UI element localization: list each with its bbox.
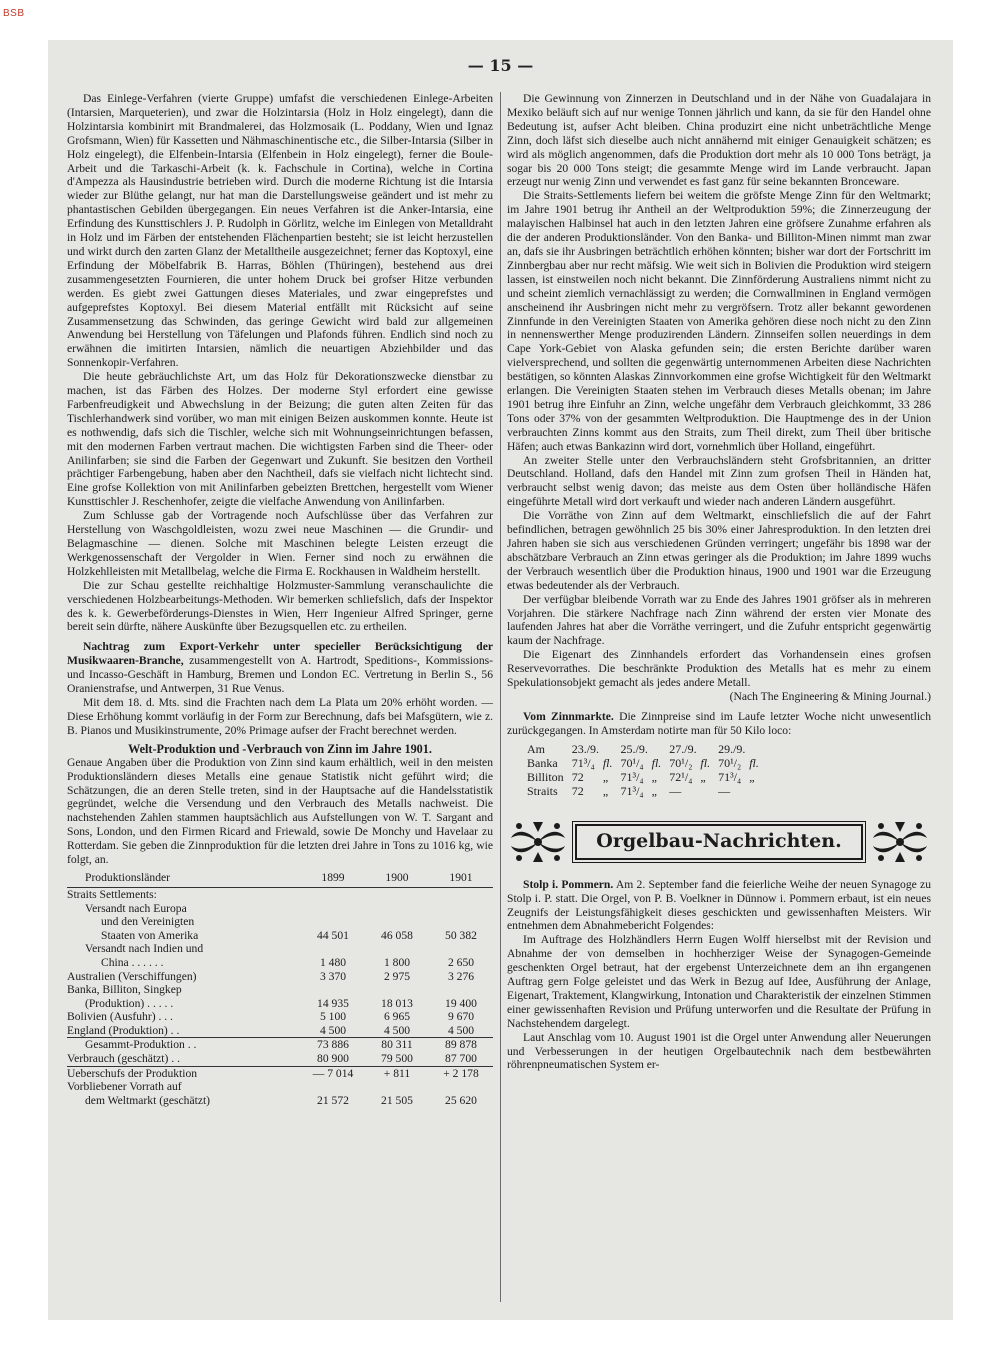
table-row [67, 1080, 493, 1094]
price-cell: — [718, 783, 731, 798]
table-cell: + 2 178 [429, 1066, 493, 1080]
price-cell: „ [700, 769, 706, 784]
table-row [67, 1094, 493, 1108]
price-cell: „ [602, 769, 609, 784]
table-cell: 1 800 [383, 955, 411, 969]
price-cell [749, 784, 767, 798]
paragraph-eigenart: Die Eigenart des Zinnhandels erfordert das Vorhandensein eines grofsen Reservevorrathes. Die beschränkte Produktion des Metalls hat es mehr zu einem Spekulationsobjekt gemacht als jedes andere Metall. [507, 648, 931, 690]
orgelbau-banner [507, 818, 931, 866]
table-cell: 19 400 [445, 996, 477, 1010]
tin-price-table [527, 742, 767, 798]
table-cell: 21 572 [317, 1093, 349, 1107]
table-row [67, 1066, 493, 1080]
price-cell: 71³/₄ [620, 783, 644, 798]
scanned-page [48, 40, 953, 1320]
table-cell: 80 311 [365, 1038, 429, 1052]
table-cell: 14 935 [317, 996, 349, 1010]
paragraph-straits-settlements: Die Straits-Settlements liefern bei weitem die gröfste Menge Zinn für den Weltmarkt; im Jahre 1901 betrug ihr Antheil an der Weltproduktion 59%; die Zinnerzeugung der malayischen Halbinsel hat auch in den letzten Jahren eine gröfsere Zunahme erfahren als die der anderen Produktionsländer. Von den Banka- und Billiton-Minen nimmt man zwar an, dafs sie ihr Ausbringen beträchtlich erhöhen könnten; bisher war dort der Fortschritt im Zinnbergbau aber nur recht mäfsig. Wie weit sich in Bolivien die Produktion wird steigern lassen, ist einstweilen noch nicht bekannt. Die Zinnförderung Australiens nimmt nicht zu und scheint ziemlich vernachlässigt zu werden; die Cornwallminen in England vermögen anscheinend ihr Ausbringen nicht mehr zu vergröfsern. Trotz aller bekannt gewordenen Zinnfunde in den Vereinigten Staaten von Amerika gehören diese noch nicht zu den Zinn in nennenswerther Menge produzirenden Ländern. Zinnseifen sollen neuerdings in dem Cape York-Gebiet von Alaska gefunden sein; die ersten Berichte darüber waren vielversprechend, und sollten die gegenwärtig unternommenen Arbeiten diese Nachrichten bestätigen, so könnten Alaskas Zinnvorkommen eine grofse Wichtigkeit für den Weltmarkt erlangen. Die Vereinigten Staaten stehen im Verbrauch dieses Metalls obenan; im Jahre 1901 betrug ihre Einfuhr an Zinn, welche ungefähr dem Verbrauch gleichkommt, 33 286 Tons oder 37% von der gesammten Weltproduktion. Die Hauptmenge des in der Union verbrauchten Zinns kommt aus den Straits, zum Theil direkt, zum Theil über britische Häfen; auch etwas Bankazinn wird dort, vornehmlich über Holland, eingeführt. [507, 189, 931, 453]
source-note: (Nach The Engineering & Mining Journal.) [729, 689, 931, 703]
column-divider [500, 92, 501, 1302]
floral-ornament-icon [869, 818, 931, 866]
heading-welt-produktion: Welt-Produktion und -Verbrauch von Zinn im Jahre 1901. [128, 741, 432, 756]
price-cell: fl. [651, 755, 662, 770]
price-cell: fl. [749, 755, 759, 770]
tin-production-table [67, 871, 493, 1108]
table-cell: 50 382 [445, 928, 477, 942]
price-cell: 70¹/₄ [620, 755, 644, 770]
table-cell: 18 013 [381, 996, 413, 1010]
table-cell: 25 620 [445, 1093, 477, 1107]
table-row [67, 887, 493, 901]
price-cell: „ [651, 769, 657, 784]
table-cell: 4 500 [447, 1023, 475, 1037]
table-row [67, 1038, 493, 1052]
table-cell: 4 500 [319, 1023, 347, 1037]
table-header-cell: 1901 [429, 871, 493, 888]
page-number: — 15 — [467, 56, 534, 75]
row-label: Versandt nach Europa [85, 901, 187, 915]
row-label: (Produktion) . . . . . [85, 996, 174, 1010]
price-cell: „ [749, 769, 755, 784]
table-cell: — 7 014 [301, 1066, 365, 1080]
paragraph-auftrag: Im Auftrage des Holzhändlers Herrn Eugen Wolff hierselbst mit der Revision und Abnahme der von demselben in hochherziger Weise der Synagogen-Gemeinde geschenkten Orgel betraut, hat der ergebenst Unterzeichnete dem an ihn ergangenen Auftrag gern Folge geleistet und das Werk in Bezug auf Idee, Ausführung der Anlage, Eigenart, Traktement, Klangwirkung, Intonation und Charakteristik der einzelnen Stimmen einer gewissenhaften Revision und Prüfung unterworfen und die Resultate der Prüfung in Nachstehendem dargelegt. [507, 933, 931, 1030]
row-label: und den Vereinigten [101, 915, 195, 929]
table-cell: 80 900 [317, 1052, 349, 1066]
price-row-billiton [527, 770, 767, 784]
row-label: Gesammt-Produktion . . [67, 1038, 301, 1052]
table-row [67, 983, 493, 997]
paragraph-holzmuster: Die zur Schau gestellte reichhaltige Holzmuster-Sammlung veranschaulichte die verschiedenen Holzbearbeitungs-Methoden. Wir bemerken schliefslich, dafs der Inspektor des k. k. Gewerbeförderungs-Dienstes in Wien, Herr Ingenieur Alfred Springer, gerne bereit sein dürfte, nähere Auskünfte über Bezugsquellen etc. zu ertheilen. [67, 578, 493, 634]
floral-ornament-icon [507, 818, 569, 866]
left-column [67, 92, 493, 1107]
row-label: Banka, Billiton, Singkep [67, 983, 182, 997]
price-header-row [527, 742, 767, 756]
row-label: dem Weltmarkt (geschätzt) [85, 1093, 211, 1107]
table-cell: 21 505 [381, 1093, 413, 1107]
paragraph-vorraethe: Die Vorräthe von Zinn auf dem Weltmarkt, einschliefslich die auf der Fahrt befindlichen, betragen gewöhnlich 25 bis 30% einer Jahresproduktion. In den letzten drei Jahren haben sie sich aus verschiedenen Gründen verringert; ungefähr bis 1898 war der abschätzbare Verbrauch an Zinn etwas geringer als die Produktion; im Jahre 1899 wuchs der Verbrauch wesentlich über die Produktion hinaus, 1900 und 1901 war die Erzeugung etwas bedeutender als der Verbrauch. [507, 509, 931, 592]
nachtrag-text: zusammengestellt von A. Hartrodt, Speditions-, Kommissions- und Incasso-Geschäft in Hamburg, Bremen und London EC. Vertretung in Berlin S., 56 Oranienstrafse, und Antwerpen, 31 Rue Venus. [67, 654, 493, 696]
price-cell: Straits [527, 783, 558, 798]
table-row [67, 956, 493, 970]
table-cell: 4 500 [383, 1023, 411, 1037]
orgelbau-title: Orgelbau-Nachrichten. [575, 824, 863, 860]
price-cell: 71³/₄ [571, 755, 595, 770]
price-cell: Billiton [527, 769, 564, 784]
paragraph-frachten: Mit dem 18. d. Mts. sind die Frachten nach dem La Plata um 20% erhöht worden. — Diese Erhöhung kommt vorläufig in der Form zur Berechnung, dafs bei Mafsgütern, wie z. B. Pianos und Musikinstrumente, 20% Primage aufser der Fracht berechnet werden. [67, 695, 493, 737]
library-watermark: BSB [3, 8, 25, 19]
row-label: Vorbliebener Vorrath auf [67, 1080, 182, 1094]
table-header-cell: 1900 [365, 871, 429, 888]
price-cell: „ [651, 783, 657, 798]
paragraph-nachtrag [67, 640, 493, 696]
table-header-cell: 1899 [301, 871, 365, 888]
table-row [67, 942, 493, 956]
zinnmarkt-title: Vom Zinnmarkte. [523, 709, 614, 723]
paragraph-einlege-verfahren: Das Einlege-Verfahren (vierte Gruppe) umfafst die verschiedenen Einlege-Arbeiten (Intarsien, Marqueterien), und zwar die Holzintarsia (Holz in Holz eingelegt), dann die Holzintarsia kombinirt mit Brandmalerei, das Holzmosaik (L. Poddany, Wien und Ignaz Grofsmann, Wien) für Kassetten und Nähmaschinentische etc., die Silber-Intarsia (Silber in Holz eingelegt), die Elfenbein-Intarsia (Elfenbein in Holz eingelegt), ferner die Boule-Arbeit und die Tarkaschi-Arbeit (k. k. Fachschule in Cortina), welche in Cortina d'Ampezza als Hausindustrie betrieben wird. Durch die moderne Richtung ist die Intarsia wieder zur Blüthe gelangt, nur hat man die Darstellungsweise geändert und ist mehr zu phantastischen Gebilden übergegangen. Ein neues Verfahren ist die Anker-Intarsia, eine Erfindung des Kunsttischlers J. P. Rudolph in Görlitz, welche im Einlegen von Metalldraht in Holz und im Färben der entstehenden Flächenpartien besteht; sie ist leicht herzustellen und wirkt durch den zarten Glanz der Metalltheile ausgezeichnet; ferner das Koptoxyl, eine Erfindung der Möbelfabrik B. Harras, Böhlen (Thüringen), bestehend aus drei zusammengesetzten Fournieren, die unter hohem Druck bei grofser Hitze verbunden werden. Es giebt zwei Gattungen dieses Materiales, und zwar eingeprefstes und aufgeprefstes Koptoxyl. Bei diesem Material entfällt mit Rücksicht auf seine Zusammensetzung das Schwinden, das geringe Gewicht wird bald zur allgemeinen Anwendung bei Herstellung von Täfelungen und Plafonds führen. Endlich sind noch zu erwähnen die imitirten Intarsien, nämlich die neuartigen Abziehbilder und das Sonnenkopir-Verfahren. [67, 92, 493, 370]
table-cell: 89 878 [429, 1038, 493, 1052]
table-cell: 5 100 [319, 1010, 347, 1024]
price-cell: 70¹/₂ [718, 755, 742, 770]
stolp-title: Stolp i. Pommern. [523, 877, 614, 891]
price-row-banka [527, 756, 767, 770]
zinnmarkt-text: Die Zinnpreise sind im Laufe letzter Woche nicht unwesentlich zurückgegangen. In Amsterdam notirte man für 50 Kilo loco: [507, 709, 932, 737]
price-cell: fl. [602, 755, 613, 770]
price-header-cell: 25./9. [620, 741, 648, 756]
paragraph-anschlag: Laut Anschlag vom 10. August 1901 ist die Orgel unter Anwendung aller Neuerungen und Verbesserungen in der heutigen Orgelbautechnik nach dem bestbewährten röhrenpneumatischen System er- [507, 1030, 931, 1072]
row-label: Straits Settlements: [67, 887, 157, 901]
table-cell: 2 650 [447, 955, 475, 969]
table-cell: 3 276 [447, 969, 475, 983]
price-row-straits [527, 784, 767, 798]
paragraph-faerben: Die heute gebräuchlichste Art, um das Holz für Dekorationszwecke dienstbar zu machen, ist das Färben des Holzes. Der moderne Styl erfordert eine gewisse Farbenfreudigkeit und Abwechslung in der Beizung; die guten alten Zeiten für das Tischlerhandwerk sind vorüber, wo man mit einigen Beizen auskommen konnte. Heute ist es nothwendig, dafs sich die Tischler, welche sich mit Wohnungseinrichtungen befassen, mit den modernen Farben vertraut machen. Die wichtigsten Farben sind die Theer- oder Anilinfarben; sie sind die Farben der Gegenwart und Zukunft. Sie besitzen den Vortheil prächtiger Farbengebung, haben aber den Nachtheil, dafs sie vielfach nicht lichtecht sind. Eine grofse Kollektion von mit Anilinfarben gebeizten Brettchen, hergestellt vom Wiener Kunsttischler J. Reschenhofer, zeigte die vielfache Anwendung von Anilinfarben. [67, 370, 493, 509]
row-label: Bolivien (Ausfuhr) . . . [67, 1010, 173, 1024]
table-cell: 9 670 [447, 1010, 475, 1024]
table-cell: 46 058 [381, 928, 413, 942]
right-column [507, 92, 931, 1072]
price-cell: 72 [571, 783, 584, 798]
table-header-cell: Produktionsländer [67, 871, 301, 888]
row-label: Versandt nach Indien und [85, 942, 204, 956]
price-cell [700, 784, 718, 798]
stolp-text: Am 2. September fand die feierliche Weihe der neuen Synagoge zu Stolp i. P. statt. Die Orgel, von P. B. Voelkner in Dünnow i. Pommern erbaut, ist ein neues Zeugnifs der Leistungsfähigkeit dieses geschickten und gewissenhaften Meisters. Wir entnehmen dem Abnahmebericht Folgendes: [507, 877, 931, 933]
table-cell: + 811 [365, 1066, 429, 1080]
table-cell: 3 370 [319, 969, 347, 983]
table-row [67, 902, 493, 916]
price-header-cell: 29./9. [718, 741, 746, 756]
paragraph-genaue-angaben: Genaue Angaben über die Produktion von Zinn sind kaum erhältlich, weil in den meisten Produktionsländern dieses Metalls eine genaue Statistik nicht geführt wird; die Schätzungen, die an deren Stelle treten, sind in der Hauptsache auf die Handelsstatistik gegründet, welche die Versendung und den Verbrauch des Metalls nachweist. Die nachstehenden Zahlen stammen hauptsächlich aus Aufstellungen von W. T. Sargant and Sons, London, und den Firmen Ricard and Friewald, sowie De Monchy und Havelaar zu Rotterdam. Sie geben die Zinnproduktion für die letzten drei Jahre in Tons zu 1016 kg, wie folgt, an. [67, 755, 493, 867]
table-row [67, 1010, 493, 1024]
table-row [67, 915, 493, 929]
table-cell: 44 501 [317, 928, 349, 942]
paragraph-zinnmarkt [507, 710, 931, 738]
price-cell: 71³/₄ [718, 769, 742, 784]
price-header-cell: 23./9. [571, 741, 600, 756]
paragraph-verfuegbar: Der verfügbar bleibende Vorrath war zu Ende des Jahres 1901 gröfser als in mehreren Vorjahren. Die stärkere Nachfrage nach Zinn während der ersten vier Monate des laufenden Jahres hat aber die Vorräthe verringert, und die Zufuhr entspricht gegenwärtig kaum der Nachfrage. [507, 592, 931, 648]
table-row [67, 929, 493, 943]
paragraph-waschgoldleisten: Zum Schlusse gab der Vortragende noch Aufschlüsse über das Verfahren zur Herstellung von Waschgoldleisten, wozu zwei neue Maschinen — die Grundir- und Belagmaschine — dienen. Solche mit Maschinen belegte Leisten erzeugt die Werkgenossenschaft der Vergolder in Wien. Ferner sind noch zu erwähnen die Holzkehlleisten mit Metallbelag, welche die Firma E. Rockhausen in Waldheim herstellt. [67, 509, 493, 578]
price-cell: Banka [527, 755, 558, 770]
price-cell: — [669, 783, 682, 798]
row-label: Ueberschufs der Produktion [67, 1066, 301, 1080]
table-cell: 1 480 [319, 955, 347, 969]
price-header-cell: 27./9. [669, 741, 697, 756]
table-row [67, 970, 493, 984]
paragraph-gewinnung: Die Gewinnung von Zinnerzen in Deutschland und in der Nähe von Guadalajara in Mexiko beläuft sich auf nur wenige Tonnen jährlich und kann, da sie für den Handel ohne Bedeutung ist, aufser Acht bleiben. China produzirt eine nicht unbeträchtliche Menge Zinn, doch läfst sich dieselbe auch nicht annähernd mit einiger Genauigkeit schätzen; es wird als möglich angenommen, dafs die Produktion dort mehr als 10 000 Tons beträgt, ja sogar bis 20 000 Tons steigt; die gesammte Menge wird im Lande verbraucht. Japan erzeugt nur wenig Zinn und verwendet es fast ganz für seine bekannten Bronceware. [507, 92, 931, 189]
table-cell: 73 886 [301, 1038, 365, 1052]
table-cell: 6 965 [383, 1010, 411, 1024]
price-cell: 72 [571, 769, 584, 784]
nachtrag-title: Nachtrag zum Export-Verkehr unter specieller Berücksichtigung der Musikwaaren-Branche, [67, 640, 493, 668]
price-cell: 72¹/₄ [669, 769, 693, 784]
price-cell: 70¹/₂ [669, 755, 693, 770]
row-label: China . . . . . . [101, 955, 164, 969]
table-row [67, 1052, 493, 1066]
table-cell: 79 500 [381, 1052, 413, 1066]
row-label: England (Produktion) . . [67, 1023, 180, 1037]
table-row [67, 1024, 493, 1038]
price-cell: 71³/₄ [620, 769, 644, 784]
row-label: Australien (Verschiffungen) [67, 969, 197, 983]
table-cell: 2 975 [383, 969, 411, 983]
table-cell: 87 700 [445, 1052, 477, 1066]
paragraph-stolp [507, 878, 931, 934]
table-row [67, 997, 493, 1011]
price-cell: „ [602, 783, 609, 798]
price-header-cell: Am [527, 741, 545, 756]
row-label: Verbrauch (geschätzt) . . [67, 1052, 180, 1066]
row-label: Staaten von Amerika [101, 928, 199, 942]
paragraph-verbrauchslaender: An zweiter Stelle unter den Verbrauchsländern steht Grofsbritannien, an dritter Deutschland. Holland, dafs den Handel mit Zinn zum grofsen Theil in Händen hat, verbraucht selbst wenig davon; das meiste aus dem Osten über holländische Häfen eingeführte Metall wird dort verkauft und wieder nach anderen Ländern ausgeführt. [507, 453, 931, 509]
table-header-row [67, 871, 493, 888]
price-cell: fl. [700, 755, 711, 770]
